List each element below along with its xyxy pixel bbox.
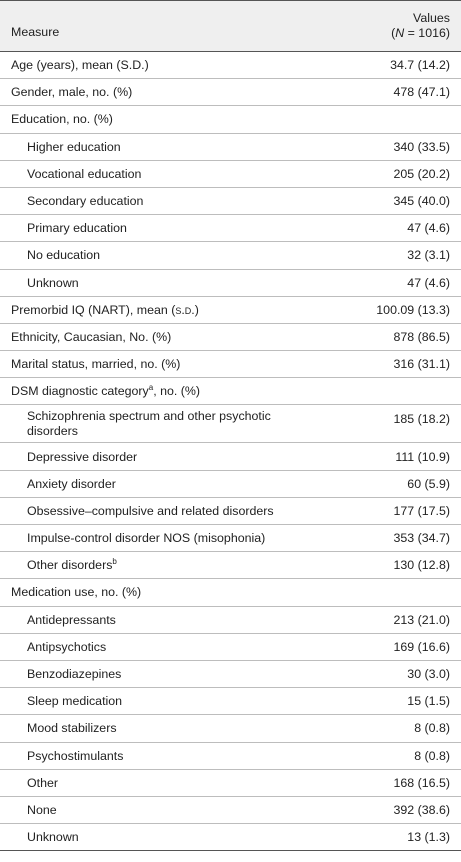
- section-label: Medication use, no. (%): [11, 585, 142, 600]
- row-value: 185 (18.2): [393, 412, 450, 427]
- row-value: 32 (3.1): [407, 248, 450, 263]
- table-row: [0, 405, 461, 443]
- row-label: Premorbid IQ (NART), mean (s.d.): [11, 302, 199, 317]
- row-value: 213 (21.0): [393, 612, 450, 627]
- footnote-b-marker: b: [112, 557, 117, 567]
- table-row: [0, 79, 461, 106]
- header-values-title: Values: [413, 11, 450, 25]
- row-label: No education: [27, 248, 101, 263]
- table-section-row: [0, 378, 461, 405]
- row-value: 168 (16.5): [393, 775, 450, 790]
- table-section-row: [0, 106, 461, 133]
- row-label: Impulse-control disorder NOS (misophonia): [27, 531, 266, 546]
- row-value: 392 (38.6): [393, 802, 450, 817]
- row-label: Schizophrenia spectrum and other psychotic disorders: [27, 408, 271, 438]
- row-value: 111 (10.9): [395, 449, 450, 464]
- table-row: [0, 160, 461, 187]
- header-values: [344, 1, 461, 52]
- row-label: Vocational education: [27, 166, 142, 181]
- row-label: Antidepressants: [27, 612, 116, 627]
- table-row: [0, 269, 461, 296]
- row-value: 15 (1.5): [407, 694, 450, 709]
- row-value: 34.7 (14.2): [390, 58, 450, 73]
- row-value: 316 (31.1): [393, 357, 450, 372]
- row-value: 13 (1.3): [407, 830, 450, 845]
- table-row: [0, 52, 461, 79]
- row-label: Mood stabilizers: [27, 721, 117, 736]
- table-row: [0, 187, 461, 214]
- row-label: None: [27, 802, 57, 817]
- row-value: 60 (5.9): [407, 476, 450, 491]
- row-value: 205 (20.2): [393, 166, 450, 181]
- table-row: [0, 525, 461, 552]
- row-value: [344, 579, 461, 606]
- table-row: [0, 715, 461, 742]
- footnote-a-marker: a: [148, 383, 154, 393]
- row-value: 345 (40.0): [393, 194, 450, 209]
- row-label: Gender, male, no. (%): [11, 85, 133, 100]
- table-row: [0, 824, 461, 851]
- row-value: 478 (47.1): [393, 85, 450, 100]
- row-label: Secondary education: [27, 194, 144, 209]
- header-measure: Measure: [0, 1, 344, 52]
- row-label: Psychostimulants: [27, 748, 124, 763]
- table-row: [0, 443, 461, 470]
- row-value: 8 (0.8): [414, 748, 450, 763]
- row-value: 177 (17.5): [393, 503, 450, 518]
- row-value: 878 (86.5): [393, 329, 450, 344]
- row-label: Marital status, married, no. (%): [11, 357, 181, 372]
- row-label: Age (years), mean (S.D.): [11, 58, 149, 73]
- row-label: Ethnicity, Caucasian, No. (%): [11, 329, 172, 344]
- row-value: [344, 378, 461, 405]
- row-label: Anxiety disorder: [27, 476, 116, 491]
- table-row: [0, 133, 461, 160]
- row-label: Depressive disorder: [27, 449, 138, 464]
- table-row: [0, 497, 461, 524]
- row-label: Other: [27, 775, 58, 790]
- row-value: 100.09 (13.3): [376, 302, 450, 317]
- table-header-row: [0, 1, 461, 52]
- table-row: [0, 552, 461, 579]
- row-label: Higher education: [27, 139, 121, 154]
- row-label: Sleep medication: [27, 694, 123, 709]
- row-label: Obsessive–compulsive and related disorders: [27, 503, 274, 518]
- row-value: 130 (12.8): [393, 558, 450, 573]
- table-row: [0, 742, 461, 769]
- header-values-n: (N = 1016): [391, 26, 450, 40]
- table-row: [0, 633, 461, 660]
- row-value: 47 (4.6): [407, 221, 450, 236]
- table-row: [0, 660, 461, 687]
- row-value: 169 (16.6): [393, 639, 450, 654]
- table-section-row: [0, 579, 461, 606]
- table-row: [0, 351, 461, 378]
- table-row: [0, 296, 461, 323]
- row-value: 340 (33.5): [393, 139, 450, 154]
- row-value: 353 (34.7): [393, 531, 450, 546]
- section-label: DSM diagnostic category$^a$, no. (%): [11, 383, 201, 399]
- row-value: 8 (0.8): [414, 721, 450, 736]
- row-label: Unknown: [27, 275, 79, 290]
- row-label: Other disorders$^b$: [27, 557, 117, 573]
- table-row: [0, 215, 461, 242]
- row-value: [344, 106, 461, 133]
- table-row: [0, 323, 461, 350]
- section-label: Education, no. (%): [11, 112, 113, 127]
- row-label: Primary education: [27, 221, 127, 236]
- table-row: [0, 796, 461, 823]
- row-label: Benzodiazepines: [27, 667, 122, 682]
- row-value: 47 (4.6): [407, 275, 450, 290]
- table-row: [0, 688, 461, 715]
- row-value: 30 (3.0): [407, 667, 450, 682]
- row-label: Antipsychotics: [27, 639, 107, 654]
- table-row: [0, 470, 461, 497]
- row-label: Unknown: [27, 830, 79, 845]
- table-row: [0, 769, 461, 796]
- table-row: [0, 242, 461, 269]
- table-row: [0, 606, 461, 633]
